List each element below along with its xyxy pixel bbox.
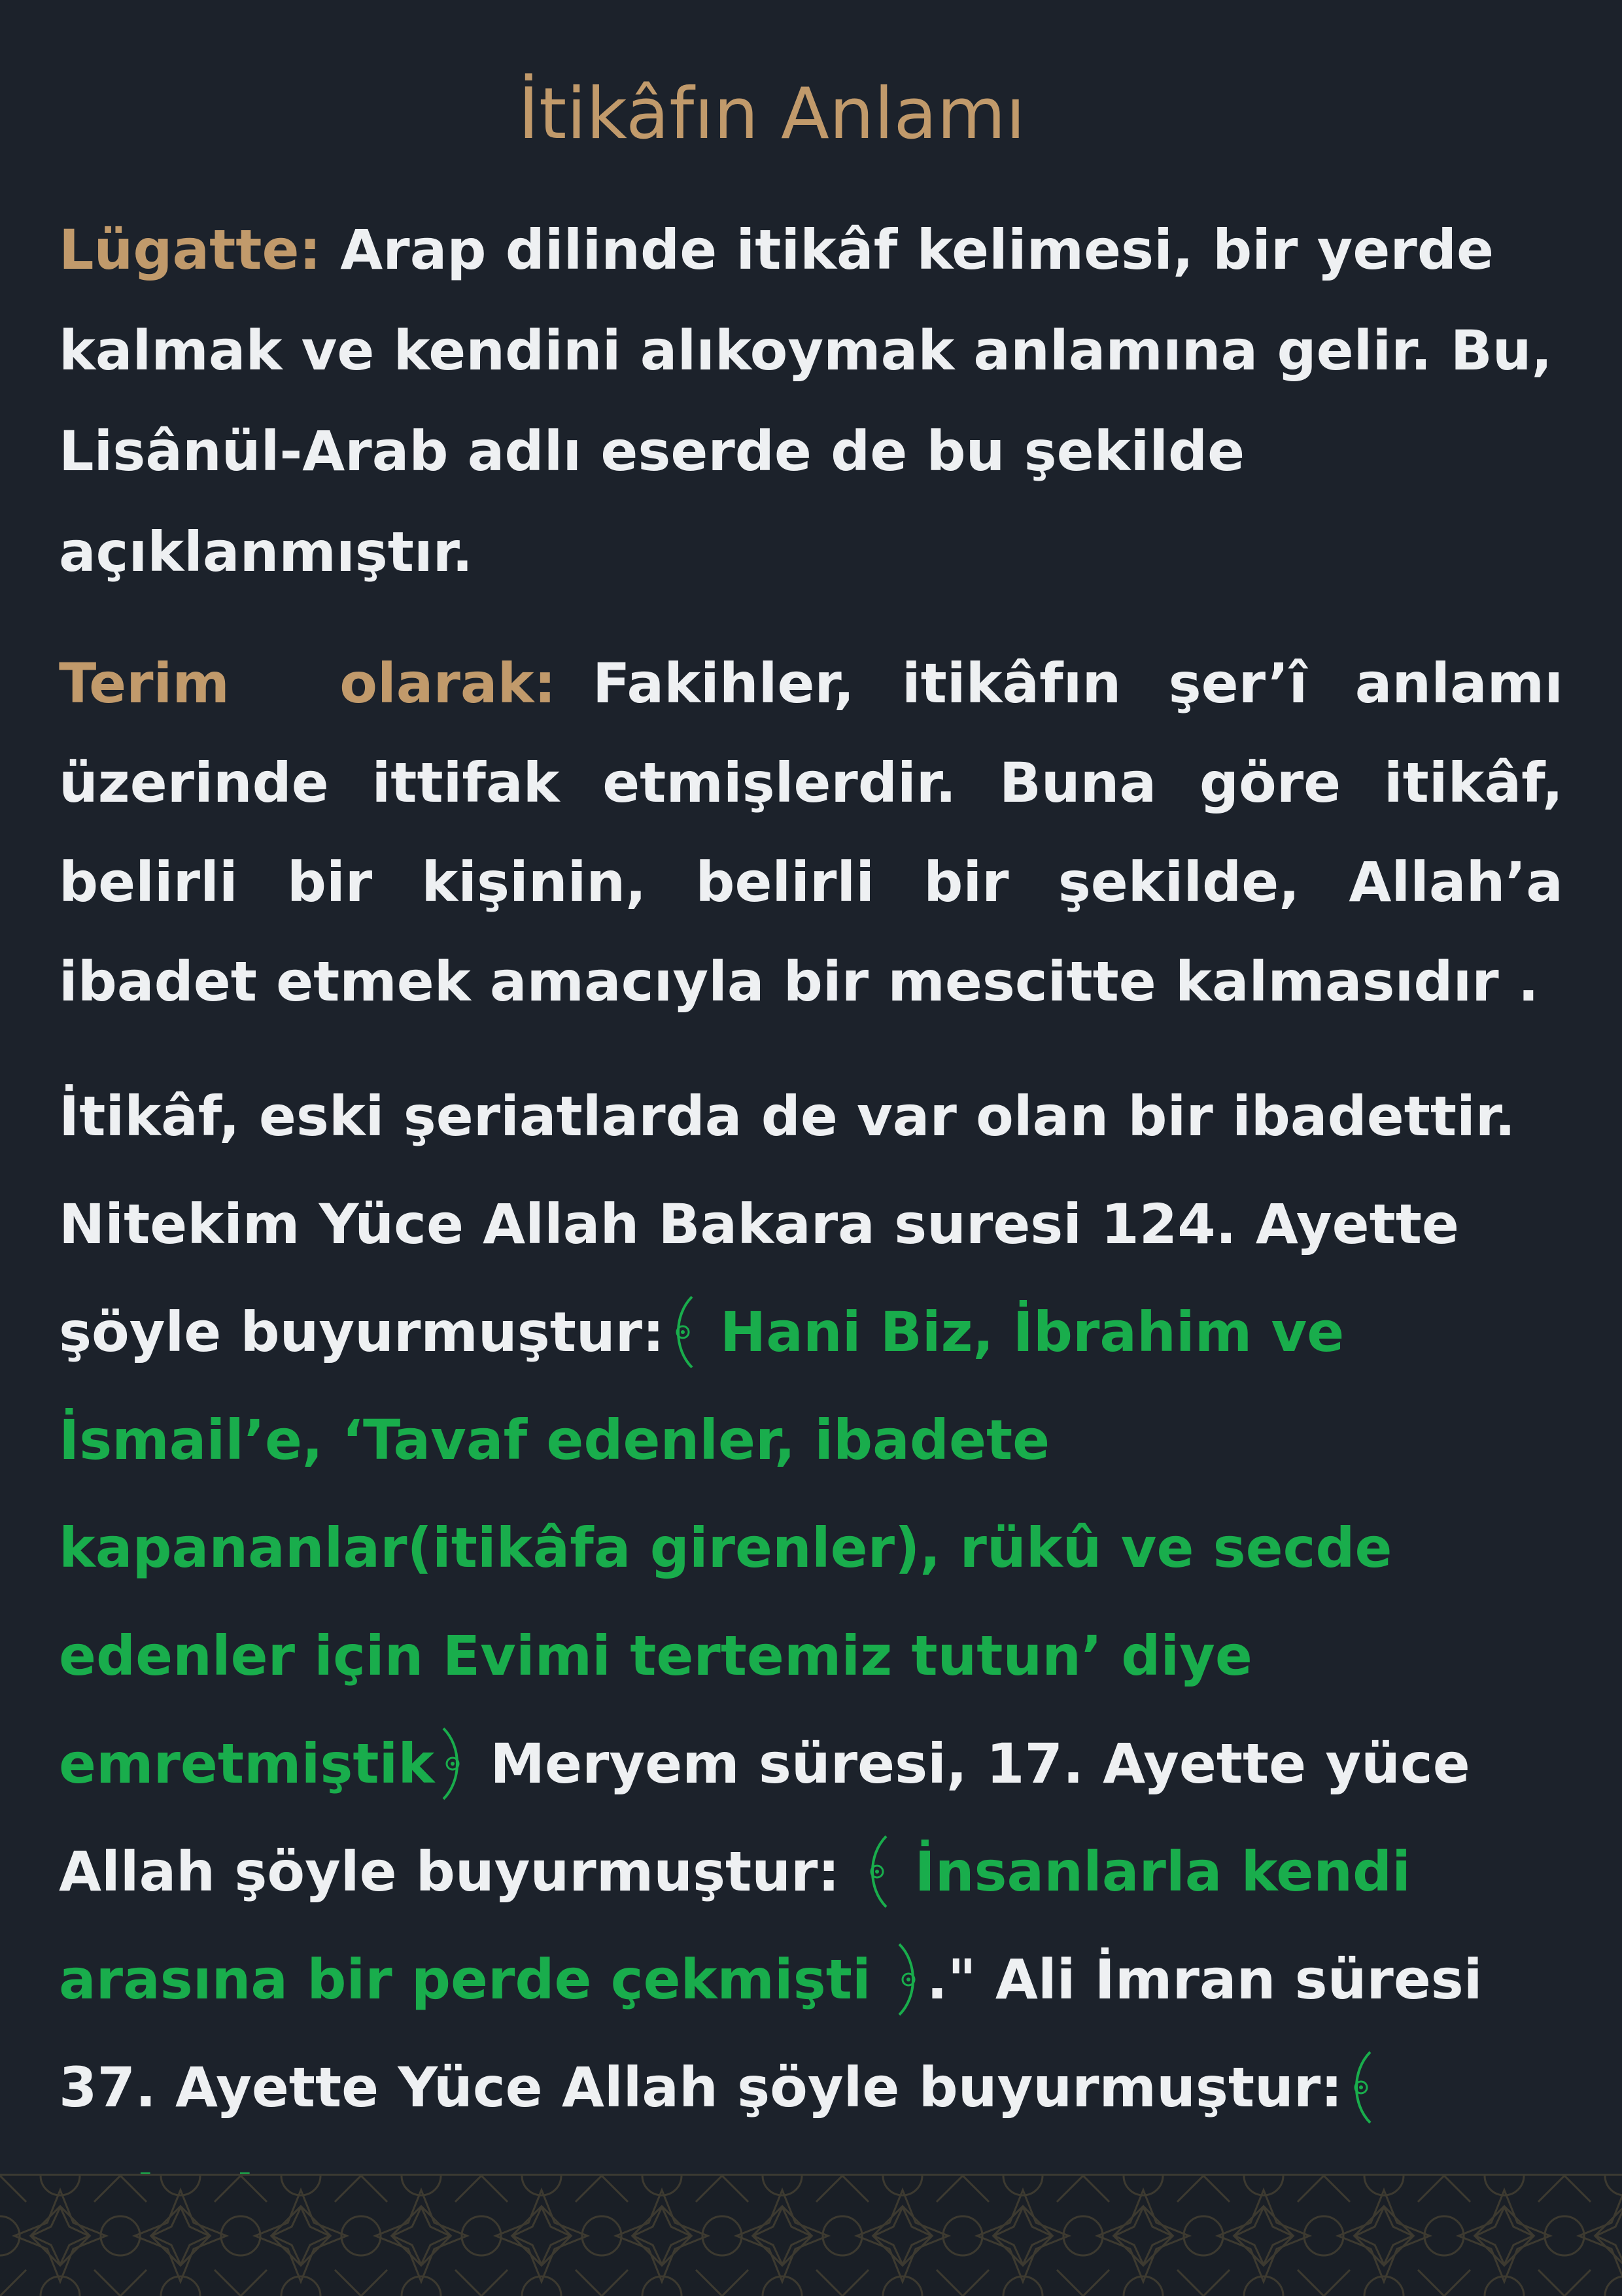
history-intro-text: İtikâf, eski şeriatlarda de var olan bir ibadettir. Nitekim Yüce Allah Bakara suresi 124. Ayette şöyle buyurmuştur:: [59, 1084, 1516, 1364]
meryem-reference-text: Meryem süresi, 17. Ayette yüce Allah şöyle buyurmuştur:: [59, 1732, 1470, 1904]
ornate-bracket-close-icon: [894, 1940, 923, 2019]
term-label: Terim olarak:: [59, 651, 557, 715]
footer-geometric-pattern: [0, 2174, 1622, 2296]
ornate-bracket-open-icon: [668, 1293, 697, 1371]
term-text: Fakihler, itikâfın şer’î anlamı üzerinde ittifak etmişlerdir. Buna göre itikâf, belirli bir kişinin, belirli bir şekilde, Allah’a ibadet etmek amacıyla bir mescitte kalmasıdır .: [59, 651, 1564, 1014]
ali-imran-reference-text: ." Ali İmran süresi 37. Ayette Yüce Allah şöyle buyurmuştur:: [59, 1947, 1483, 2119]
lexical-label: Lügatte:: [59, 218, 322, 282]
ornate-bracket-close-icon: [438, 1724, 467, 1803]
article-body: [59, 199, 1563, 2250]
paragraph-term: [59, 634, 1563, 1031]
lexical-text: Arap dilinde itikâf kelimesi, bir yerde kalmak ve kendini alıkoymak anlamına gelir. Bu, Lisânül-Arab adlı eserde de bu şekilde açıklanmıştır.: [59, 218, 1553, 584]
ornate-bracket-open-icon: [1347, 2048, 1375, 2127]
verse-meryem-17: İnsanlarla kendi arasına bir perde çekmişti: [59, 1840, 1411, 2012]
paragraph-lexical: [59, 199, 1563, 602]
paragraph-history: [59, 1063, 1563, 2250]
verse-bakara-124: Hani Biz, İbrahim ve İsmail’e, ‘Tavaf edenler, ibadete kapananlar(itikâfa girenler), rükû ve secde edenler için Evimi tertemiz tutun’ diye emretmiştik: [59, 1300, 1392, 1796]
page-title: İtikâfın Anlamı: [518, 73, 1026, 155]
ornate-bracket-open-icon: [863, 1832, 891, 1911]
